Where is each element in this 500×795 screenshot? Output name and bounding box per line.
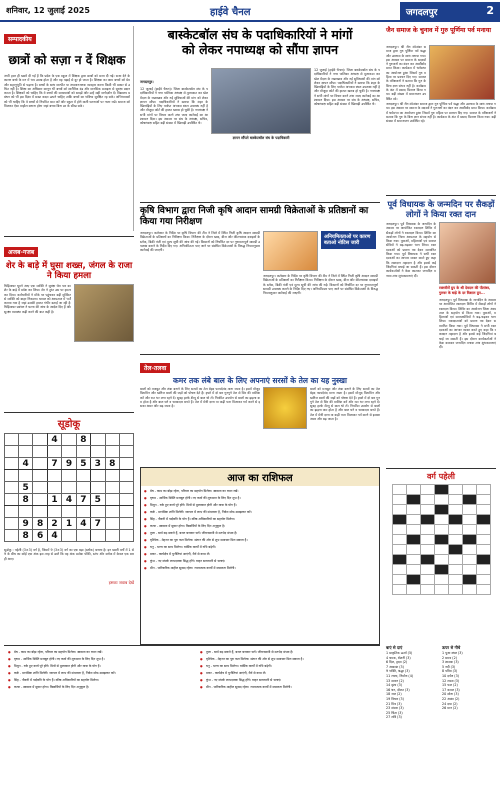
crossword-cell[interactable] xyxy=(392,555,406,565)
clue-item: 9 भक्ति, श्रद्धा (3) xyxy=(386,669,410,674)
sudoku-cell xyxy=(76,470,90,482)
clue-item: 19 विचार (3) xyxy=(386,696,404,701)
city-banner xyxy=(400,2,500,20)
crossword-cell[interactable] xyxy=(476,565,490,575)
sudoku-cell xyxy=(33,458,47,470)
sudoku-cell xyxy=(105,494,119,506)
clue-item: 1 प्राकृतिक ऊर्जा (5) xyxy=(386,651,413,655)
bottom-rashifal-continued xyxy=(4,645,380,793)
crossword-cell[interactable] xyxy=(476,505,490,515)
sudoku-row xyxy=(5,458,134,470)
main-body-col3: 12 जुलाई (हाईवे चैनल)। जिला बास्केटबॉल संघ के पदाधिकारियों ने नगर पालिका अध्यक्ष से मुलाकात कर खेल मैदान के रखरखाव और नई सुविधाओं की मांग को लेकर ज्ञापन सौंपा। पदाधिकारियों ने बताया कि शहर के खिलाड़ियों के लिए पर्याप्त अभ्यास स्थल उपलब्ध नहीं है और मौजूदा कोर्ट की हालत खराब हो चुकी है। नपाध्यक्ष ने सभी मांगों पर विचार करने तथा जल्द कार्रवाई का आश्वासन दिया। इस अवसर पर संघ के अध्यक्ष, सचिव, कोषाध्यक्ष सहित बड़ी संख्या में खिलाड़ी उपस्थित थे। xyxy=(314,68,380,107)
birthday-headline: पूर्व विधायक के जन्मदिन पर सैकड़ों लोगों ने किया रक्त दान xyxy=(387,199,495,219)
crossword-cell[interactable] xyxy=(392,495,406,505)
crossword-cell[interactable] xyxy=(476,555,490,565)
birthday-body: जगदलपुर। पूर्व विधायक के जन्मदिन के अवसर पर आयोजित रक्तदान शिविर में सैकड़ों लोगों ने रक्तदान किया। शिविर का आयोजन जिला अस्पताल के सहयोग से किया गया। युवाओं, महिलाओं एवं समाजसेवियों ने बढ़-चढ़कर भाग लिया। रक्तदाताओं को प्रमाण पत्र देकर सम्मानित किया गया। पूर्व विधायक ने सभी रक्तदाताओं का आभार व्यक्त करते हुए कहा कि रक्तदान महादान है और इससे कई जिंदगियां बचाई जा सकती हैं। इस दौरान कार्यकर्ताओं ने केक काटकर जन्मदिन मनाया तथा शुभकामनाएं दीं। xyxy=(386,222,436,278)
sudoku-cell xyxy=(62,482,76,494)
officer-photo xyxy=(263,231,318,271)
crossword-cell[interactable] xyxy=(406,495,420,505)
crossword-cell[interactable] xyxy=(406,545,420,555)
main-headline-line1: बास्केटबॉल संघ के पदाधिकारियों ने मांगों xyxy=(167,27,353,42)
crossword-cell[interactable] xyxy=(420,585,434,595)
sudoku-cell: 8 xyxy=(76,434,90,446)
crossword-row xyxy=(392,505,490,515)
crossword-cell[interactable] xyxy=(392,565,406,575)
rashifal-item: ● कन्या - स्वास्थ्य में सुधार होगा। विद्यार्थियों के लिए दिन अनुकूल है। xyxy=(144,524,376,528)
sudoku-row xyxy=(5,518,134,530)
sudoku-cell xyxy=(33,470,47,482)
crossword-cell[interactable] xyxy=(448,575,462,585)
sudoku-cell: 5 xyxy=(91,494,105,506)
crossword-cell[interactable] xyxy=(448,565,462,575)
sudoku-cell xyxy=(119,458,133,470)
krishi-section xyxy=(140,202,380,352)
crossword-cell[interactable] xyxy=(462,495,476,505)
jain-section xyxy=(386,45,496,190)
sudoku-grid xyxy=(4,433,134,542)
crossword-clues xyxy=(386,645,496,793)
sudoku-cell xyxy=(91,506,105,518)
sudoku-cell xyxy=(62,446,76,458)
sudoku-cell: 7 xyxy=(91,518,105,530)
clue-item: 21 मित्र (3) xyxy=(386,701,402,706)
editorial-band: सम्पादकीय xyxy=(4,34,36,44)
sudoku-cell: 8 xyxy=(105,458,119,470)
sudoku-cell: 3 xyxy=(91,458,105,470)
sudoku-cell xyxy=(5,458,19,470)
rashifal-item: ● कुंभ - नए संपर्क लाभदायक सिद्ध होंगे। वाहन सावधानी से चलाएं। xyxy=(144,559,376,563)
crossword-cell[interactable] xyxy=(406,485,420,495)
crossword-title: वर्ग पहेली xyxy=(426,472,456,481)
city-name: जगदलपुर xyxy=(406,8,438,18)
sudoku-cell xyxy=(105,446,119,458)
crossword-cell[interactable] xyxy=(462,585,476,595)
crossword-cell[interactable] xyxy=(392,515,406,525)
clue-item: 27 रात्रि (3) xyxy=(386,715,402,720)
clue-item: 24 दया (2) xyxy=(442,701,458,706)
crossword-row xyxy=(392,485,490,495)
crossword-cell[interactable] xyxy=(420,485,434,495)
sudoku-cell xyxy=(5,518,19,530)
sudoku-cell xyxy=(76,482,90,494)
clue-item: 23 संसार (3) xyxy=(386,706,404,711)
crossword-cell[interactable] xyxy=(476,585,490,595)
main-dateline: जगदलपुर। xyxy=(140,80,154,84)
clue-item: 3 शासक (3) xyxy=(442,660,459,665)
memorandum-photo xyxy=(211,68,311,134)
clue-item: 18 जल (2) xyxy=(386,692,402,697)
rashifal-item: ● मेष - काम का बोझ रहेगा, परिवार का सहयोग मिलेगा। स्वास्थ्य का ध्यान रखें। xyxy=(144,489,376,493)
crossword-cell[interactable] xyxy=(448,555,462,565)
rashifal-item-extended: ● मिथुन - रुके हुए कार्य पूरे होंगे। मित्रों से मुलाकात होगी और यात्रा के योग हैं। xyxy=(8,664,184,668)
clue-item: 11 रचना, निर्माण (4) xyxy=(386,673,414,678)
main-story-body xyxy=(140,68,380,198)
crossword-cell[interactable] xyxy=(406,585,420,595)
crossword-cell[interactable] xyxy=(406,505,420,515)
rashifal-item: ● मकर - कार्यक्षेत्र में चुनौतियां आएंगी, धैर्य से काम लें। xyxy=(144,552,376,556)
crossword-cell[interactable] xyxy=(476,535,490,545)
sudoku-title: सूडोकू xyxy=(57,419,81,430)
across-clue-list xyxy=(386,651,440,720)
crossword-cell[interactable] xyxy=(476,525,490,535)
crossword-row xyxy=(392,575,490,585)
clue-item: 22 आशा (2) xyxy=(442,696,460,701)
crossword-cell[interactable] xyxy=(406,515,420,525)
rashifal-item: ● सिंह - नौकरी में पदोन्नति के योग हैं। वरिष्ठ अधिकारियों का सहयोग मिलेगा। xyxy=(144,517,376,521)
sudoku-cell xyxy=(33,446,47,458)
sudoku-footer: इसका जवाब देखें xyxy=(108,580,134,585)
sudoku-cell xyxy=(119,470,133,482)
rashifal-item-extended: ● सिंह - नौकरी में पदोन्नति के योग हैं। वरिष्ठ अधिकारियों का सहयोग मिलेगा। xyxy=(8,678,184,682)
clue-item: 15 फल (2) xyxy=(442,683,458,688)
crossword-cell[interactable] xyxy=(420,575,434,585)
sudoku-cell: 1 xyxy=(62,518,76,530)
wildlife-body: चिड़ियाघर घूमने आए एक व्यक्ति ने सुरक्षा घेरा पार कर शेर के बाड़े में प्रवेश कर लिया। शेर ने तुरंत उस पर हमला कर दिया। कर्मचारियों ने मौके पर पहुंचकर बड़ी मुश्किल से व्यक्ति को बाहर निकाला। घायल को अस्पताल में भर्ती कराया गया है जहां उसकी हालत गंभीर बताई जा रही है। चिड़ियाघर प्रबंधन ने घटना की जांच के आदेश दिए हैं और सुरक्षा व्यवस्था कड़ी करने की बात कही है। xyxy=(4,284,72,314)
sudoku-row xyxy=(5,530,134,542)
clue-item: 26 मान (2) xyxy=(442,706,458,711)
crossword-cell[interactable] xyxy=(434,545,448,555)
jain-headline: जैन समाज के चुनाव में गुरु पूर्णिमा पर्व मनाया xyxy=(386,27,491,34)
sudoku-section xyxy=(4,412,134,642)
clue-item: 5 नदी (3) xyxy=(442,664,456,669)
rashifal-item: ● कर्क - मानसिक शांति मिलेगी। व्यापार में लाभ की संभावना है, निवेश सोच-समझकर करें। xyxy=(144,510,376,514)
down-clue-list xyxy=(442,651,496,711)
krishi-body-2: जगदलपुर। कलेक्टर के निर्देश पर कृषि विभाग की टीम ने जिले में स्थित निजी कृषि आदान सामग्री विक्रेताओं के प्रतिष्ठानों का निरीक्षण किया। निरीक्षण के दौरान खाद, बीज और कीटनाशक दवाइयों के स्टॉक, बिक्री पंजी एवं मूल्य सूची की जांच की गई। किसानों को निर्धारित दर पर गुणवत्तापूर्ण सामग्री उपलब्ध कराने के निर्देश दिए गए। अनियमितता पाए जाने पर संबंधित विक्रेताओं के विरुद्ध नियमानुसार कार्रवाई की जाएगी। xyxy=(263,274,378,296)
sudoku-cell xyxy=(119,530,133,542)
sudoku-cell xyxy=(119,446,133,458)
sudoku-cell xyxy=(105,530,119,542)
crossword-cell[interactable] xyxy=(462,555,476,565)
lion-photo xyxy=(74,284,134,342)
crossword-cell[interactable] xyxy=(392,545,406,555)
crossword-cell[interactable] xyxy=(462,515,476,525)
rashifal-item: ● वृषभ - आर्थिक स्थिति मजबूत होगी। नए कार्य की शुरुआत के लिए दिन शुभ है। xyxy=(144,496,376,500)
crossword-cell[interactable] xyxy=(462,575,476,585)
wildlife-section xyxy=(4,236,134,408)
crossword-cell[interactable] xyxy=(392,585,406,595)
jain-body-top: जगदलपुर। श्री जैन श्वेतांबर समाज द्वारा गुरु पूर्णिमा पर्व श्रद्धा और उल्लास के साथ मनाया गया। इस अवसर पर समाज के सदस्यों ने गुरुजनों का वंदन कर आशीर्वाद प्राप्त किया। कार्यक्रम में धर्मसभा का आयोजन हुआ जिसमें गुरु महिमा पर प्रवचन दिए गए। समाज के वरिष्ठजनों ने बताया कि गुरु के बिना ज्ञान संभव नहीं है। कार्यक्रम के अंत में प्रसाद वितरण किया गया। बड़ी संख्या में समाजजन उपस्थित रहे। xyxy=(386,45,426,100)
crossword-cell[interactable] xyxy=(420,525,434,535)
sudoku-cell xyxy=(47,446,61,458)
rashifal-title: आज का राशिफल xyxy=(141,468,379,486)
crossword-cell[interactable] xyxy=(434,515,448,525)
crossword-cell[interactable] xyxy=(448,495,462,505)
crossword-cell[interactable] xyxy=(462,485,476,495)
crossword-cell[interactable] xyxy=(434,485,448,495)
sudoku-row xyxy=(5,446,134,458)
editorial-section xyxy=(4,26,134,231)
crossword-cell[interactable] xyxy=(406,535,420,545)
sudoku-cell: 4 xyxy=(47,434,61,446)
crossword-cell[interactable] xyxy=(448,515,462,525)
sudoku-cell xyxy=(62,470,76,482)
tel-headline: कमर तक लंबे बाल के लिए अपनाएं सरसों के तेल का यह नुस्खा xyxy=(173,376,347,385)
rashifal-item-extended: ● मेष - काम का बोझ रहेगा, परिवार का सहयोग मिलेगा। स्वास्थ्य का ध्यान रखें। xyxy=(8,650,184,654)
sudoku-row xyxy=(5,506,134,518)
crossword-cell[interactable] xyxy=(462,565,476,575)
wildlife-band: अजब-गजब xyxy=(4,247,38,257)
rashifal-item-extended: ● धनु - भाग्य का साथ मिलेगा। धार्मिक कार्यों में रुचि बढ़ेगी। xyxy=(200,664,376,668)
crossword-cell[interactable] xyxy=(420,555,434,565)
sudoku-cell xyxy=(76,506,90,518)
sudoku-cell xyxy=(5,470,19,482)
clue-item: 25 चिंता (3) xyxy=(386,710,403,715)
sudoku-cell xyxy=(91,530,105,542)
sudoku-cell: 2 xyxy=(47,518,61,530)
crossword-cell[interactable] xyxy=(448,525,462,535)
rashifal-list-extended xyxy=(4,646,380,696)
krishi-body: जगदलपुर। कलेक्टर के निर्देश पर कृषि विभाग की टीम ने जिले में स्थित निजी कृषि आदान सामग्री विक्रेताओं के प्रतिष्ठानों का निरीक्षण किया। निरीक्षण के दौरान खाद, बीज और कीटनाशक दवाइयों के स्टॉक, बिक्री पंजी एवं मूल्य सूची की जांच की गई। किसानों को निर्धारित दर पर गुणवत्तापूर्ण सामग्री उपलब्ध कराने के निर्देश दिए गए। अनियमितता पाए जाने पर संबंधित विक्रेताओं के विरुद्ध नियमानुसार कार्रवाई की जाएगी। xyxy=(140,231,260,253)
tel-body-2: बालों को मजबूत और लंबा बनाने के लिए सरसों का तेल बेहद फायदेमंद माना जाता है। इसमें मौजूद विटामिन और खनिज बालों की जड़ों को पोषण देते हैं। हफ्ते में दो बार गुनगुने तेल से सिर की मालिश करें और रात भर लगा रहने दें। सुबह हल्के शैम्पू से बाल धो लें। नियमित उपयोग से बालों का झड़ना कम होता है और बाल घने व चमकदार बनते हैं। तेल में मेथी दाना या कढ़ी पत्ता मिलाकर गर्म करने से इसका असर और बढ़ जाता है। xyxy=(310,387,380,422)
crossword-cell[interactable] xyxy=(392,485,406,495)
rashifal-item: ● वृश्चिक - मेहनत का पूरा फल मिलेगा। संतान की ओर से शुभ समाचार मिल सकता है। xyxy=(144,538,376,542)
sudoku-cell xyxy=(76,530,90,542)
tel-band: तेल-तलवा xyxy=(140,363,170,373)
crossword-row xyxy=(392,565,490,575)
crossword-cell[interactable] xyxy=(434,495,448,505)
sudoku-cell xyxy=(47,506,61,518)
sudoku-cell xyxy=(33,434,47,446)
sudoku-cell xyxy=(91,434,105,446)
main-photo-caption: ज्ञापन सौंपते बास्केटबॉल संघ के पदाधिकारी xyxy=(232,136,290,140)
sudoku-cell xyxy=(91,446,105,458)
sudoku-cell xyxy=(119,434,133,446)
rashifal-item-extended: ● मकर - कार्यक्षेत्र में चुनौतियां आएंगी, धैर्य से काम लें। xyxy=(200,671,376,675)
crossword-cell[interactable] xyxy=(406,555,420,565)
main-body-col1: 12 जुलाई (हाईवे चैनल)। जिला बास्केटबॉल संघ के पदाधिकारियों ने नगर पालिका अध्यक्ष से मुलाकात कर खेल मैदान के रखरखाव और नई सुविधाओं की मांग को लेकर ज्ञापन सौंपा। पदाधिकारियों ने बताया कि शहर के खिलाड़ियों के लिए पर्याप्त अभ्यास स्थल उपलब्ध नहीं है और मौजूदा कोर्ट की हालत खराब हो चुकी है। नपाध्यक्ष ने सभी मांगों पर विचार करने तथा जल्द कार्रवाई का आश्वासन दिया। इस अवसर पर संघ के अध्यक्ष, सचिव, कोषाध्यक्ष सहित बड़ी संख्या में खिलाड़ी उपस्थित थे। xyxy=(140,87,208,126)
crossword-cell[interactable] xyxy=(448,535,462,545)
sudoku-cell xyxy=(91,482,105,494)
crossword-cell[interactable] xyxy=(434,555,448,565)
main-headline-line2: को लेकर नपाध्यक्ष को सौंपा ज्ञापन xyxy=(181,42,339,57)
jain-event-photo xyxy=(429,45,495,100)
clue-item: 17 कमल (3) xyxy=(442,687,460,692)
crossword-cell[interactable] xyxy=(420,545,434,555)
crossword-cell[interactable] xyxy=(448,485,462,495)
sudoku-cell xyxy=(91,470,105,482)
crossword-cell[interactable] xyxy=(392,525,406,535)
crossword-cell[interactable] xyxy=(476,575,490,585)
sudoku-cell xyxy=(33,506,47,518)
sudoku-cell xyxy=(47,470,61,482)
crossword-row xyxy=(392,515,490,525)
sudoku-cell xyxy=(62,530,76,542)
crossword-row xyxy=(392,525,490,535)
sudoku-cell: 5 xyxy=(18,482,32,494)
sudoku-cell xyxy=(5,494,19,506)
issue-date: शनिवार, 12 जुलाई 2025 xyxy=(6,6,90,15)
rashifal-item-extended: ● कर्क - मानसिक शांति मिलेगी। व्यापार में लाभ की संभावना है, निवेश सोच-समझकर करें। xyxy=(8,671,184,675)
sudoku-cell xyxy=(5,446,19,458)
sudoku-cell: 4 xyxy=(62,494,76,506)
sudoku-row xyxy=(5,434,134,446)
crossword-cell[interactable] xyxy=(406,575,420,585)
rashifal-item-extended: ● वृषभ - आर्थिक स्थिति मजबूत होगी। नए कार्य की शुरुआत के लिए दिन शुभ है। xyxy=(8,657,184,661)
sudoku-cell xyxy=(105,518,119,530)
sudoku-cell xyxy=(105,470,119,482)
sudoku-row xyxy=(5,494,134,506)
sudoku-cell xyxy=(5,506,19,518)
birthday-photo-caption: रक्तवीरों ग्रुप के श्री देवदत्त की पीतांबर, गुरुवर के बाड़े के दर विशाल ग्रुप... xyxy=(439,286,491,295)
tel-body: बालों को मजबूत और लंबा बनाने के लिए सरसों का तेल बेहद फायदेमंद माना जाता है। इसमें मौजूद विटामिन और खनिज बालों की जड़ों को पोषण देते हैं। हफ्ते में दो बार गुनगुने तेल से सिर की मालिश करें और रात भर लगा रहने दें। सुबह हल्के शैम्पू से बाल धो लें। नियमित उपयोग से बालों का झड़ना कम होता है और बाल घने व चमकदार बनते हैं। तेल में मेथी दाना या कढ़ी पत्ता मिलाकर गर्म करने से इसका असर और बढ़ जाता है। xyxy=(140,387,260,409)
rashifal-list xyxy=(141,486,379,576)
sudoku-cell xyxy=(119,518,133,530)
sudoku-cell: 4 xyxy=(18,458,32,470)
sudoku-cell: 9 xyxy=(62,458,76,470)
clue-item: 2 समय (2) xyxy=(442,655,457,660)
oil-photo xyxy=(263,387,307,429)
crossword-row xyxy=(392,585,490,595)
clue-item: 14 दृश्य (3) xyxy=(386,683,403,688)
clue-item: 10 दर्पण (3) xyxy=(442,673,459,678)
crossword-cell[interactable] xyxy=(434,565,448,575)
crossword-cell[interactable] xyxy=(434,575,448,585)
crossword-cell[interactable] xyxy=(434,585,448,595)
sudoku-cell xyxy=(18,470,32,482)
sudoku-cell xyxy=(119,506,133,518)
crossword-cell[interactable] xyxy=(476,485,490,495)
crossword-cell[interactable] xyxy=(406,525,420,535)
page-number: 2 xyxy=(486,4,494,17)
editorial-headline: छात्रों को सज़ा न दें शिक्षक xyxy=(8,53,126,67)
sudoku-row xyxy=(5,482,134,494)
clue-item: 6 दिल, हृदय (2) xyxy=(386,660,408,665)
crossword-row xyxy=(392,495,490,505)
clue-item: 13 समान (2) xyxy=(386,678,404,683)
crossword-section xyxy=(386,468,496,644)
sudoku-cell: 8 xyxy=(18,494,32,506)
clue-item: 16 धन, दौलत (3) xyxy=(386,687,410,692)
sudoku-cell: 8 xyxy=(18,530,32,542)
sudoku-cell xyxy=(18,434,32,446)
crossword-cell[interactable] xyxy=(420,505,434,515)
birthday-section xyxy=(386,195,496,465)
sudoku-cell xyxy=(119,482,133,494)
crossword-cell[interactable] xyxy=(420,565,434,575)
crossword-cell[interactable] xyxy=(448,585,462,595)
blood-donation-photo xyxy=(439,222,496,284)
crossword-row xyxy=(392,535,490,545)
rashifal-item-extended: ● कुंभ - नए संपर्क लाभदायक सिद्ध होंगे। वाहन सावधानी से चलाएं। xyxy=(200,678,376,682)
page-header xyxy=(0,0,500,22)
sudoku-cell xyxy=(18,446,32,458)
sudoku-cell: 8 xyxy=(33,518,47,530)
crossword-cell[interactable] xyxy=(434,505,448,515)
crossword-cell[interactable] xyxy=(392,575,406,585)
rashifal-section xyxy=(140,467,380,645)
jain-body: जगदलपुर। श्री जैन श्वेतांबर समाज द्वारा गुरु पूर्णिमा पर्व श्रद्धा और उल्लास के साथ मनाया गया। इस अवसर पर समाज के सदस्यों ने गुरुजनों का वंदन कर आशीर्वाद प्राप्त किया। कार्यक्रम में धर्मसभा का आयोजन हुआ जिसमें गुरु महिमा पर प्रवचन दिए गए। समाज के वरिष्ठजनों ने बताया कि गुरु के बिना ज्ञान संभव नहीं है। कार्यक्रम के अंत में प्रसाद वितरण किया गया। बड़ी संख्या में समाजजन उपस्थित रहे। xyxy=(386,102,496,124)
crossword-cell[interactable] xyxy=(392,535,406,545)
krishi-side-box: अनियमितताओं पर कारण बताओ नोटिस जारी xyxy=(321,231,376,249)
rashifal-item: ● मिथुन - रुके हुए कार्य पूरे होंगे। मित्रों से मुलाकात होगी और यात्रा के योग हैं। xyxy=(144,503,376,507)
down-title: ऊपर से नीचे xyxy=(442,645,461,650)
crossword-row xyxy=(392,555,490,565)
sudoku-cell: 7 xyxy=(47,458,61,470)
sudoku-rules: सुडोकू : पहेली (3×3) वर्ग है, जिसमें 9 (3×3) वर्ग का एक बड़ा (ब्लॉक) बनाना है। इन खाली वर्गों में 1 से 9 के बीच का कोई एक अंक इस तरह से डालें कि वह अंक प्रत्येक पंक्ति, स्तंभ और ब्लॉक में केवल एक बार ही आए। xyxy=(4,548,134,561)
crossword-cell[interactable] xyxy=(462,505,476,515)
krishi-headline: कृषि विभाग द्वारा निजी कृषि आदान सामग्री विक्रेताओं के प्रतिष्ठानों का किया गया निरीक्षण xyxy=(140,206,369,227)
rashifal-item-extended: ● तुला - खर्च बढ़ सकते हैं, बजट बनाकर चलें। जीवनसाथी से मतभेद संभव है। xyxy=(200,650,376,654)
clue-item: 20 सोना (3) xyxy=(442,692,459,697)
crossword-cell[interactable] xyxy=(420,535,434,545)
sudoku-cell xyxy=(62,434,76,446)
sudoku-cell xyxy=(5,482,19,494)
sudoku-cell xyxy=(105,506,119,518)
crossword-cell[interactable] xyxy=(476,545,490,555)
sudoku-cell xyxy=(33,482,47,494)
rashifal-item-extended: ● कन्या - स्वास्थ्य में सुधार होगा। विद्यार्थियों के लिए दिन अनुकूल है। xyxy=(8,685,184,689)
crossword-cell[interactable] xyxy=(448,545,462,555)
clue-item: 8 पवित्र (3) xyxy=(442,669,458,674)
crossword-cell[interactable] xyxy=(392,505,406,515)
main-story-headline-block xyxy=(140,27,380,67)
crossword-cell[interactable] xyxy=(434,525,448,535)
tel-section xyxy=(140,354,380,464)
wildlife-headline: शेर के बाड़े में घुसा शख्स, जंगल के राजा ने किया हमला xyxy=(5,261,133,281)
crossword-cell[interactable] xyxy=(462,535,476,545)
editorial-body: अभी हाल ही खबरें दी गईं हैं कि प्रदेश के एक स्कूल में शिक्षक द्वारा छात्रों को सजा दी गई। सजा देने के कारण बच्चे के मन में भय उत्पन्न होता है और वह पढ़ाई से दूर हो जाता है। शिक्षक का काम बच्चों को प्रेम और सहानुभूति से पढ़ाना है। बच्चों के साथ मारपीट या अपमानजनक व्यवहार करना किसी भी प्रकार से उचित नहीं है। शिक्षा का अधिकार कानून भी बच्चों को शारीरिक दंड और मानसिक प्रताड़ना से सुरक्षा प्रदान करता है। शिक्षकों को चाहिए कि वे बच्चों की समस्याओं को समझें और उन्हें सही मार्गदर्शन दें। विद्यालय प्रबंधन को भी इस दिशा में सख्त कदम उठाने चाहिए ताकि बच्चों का भविष्य सुरक्षित रह सके। अभिभावकों को भी चाहिए कि वे बच्चों से नियमित बात करें और स्कूल में होने वाली घटनाओं पर नजर रखें। समाज को मिलकर ऐसा माहौल बनाना होगा जहां बच्चा बिना डर के सीख सके। xyxy=(4,74,130,109)
clue-item: 7 आकाश (3) xyxy=(386,664,404,669)
sudoku-cell: 4 xyxy=(47,530,61,542)
clue-item: 12 रास्ता (3) xyxy=(442,678,460,683)
sudoku-cell xyxy=(119,494,133,506)
crossword-cell[interactable] xyxy=(406,565,420,575)
across-title: बाएं से दाएं xyxy=(386,645,403,650)
sudoku-cell: 9 xyxy=(18,518,32,530)
clue-item: 1 पूजा स्थल (3) xyxy=(442,651,463,655)
crossword-cell[interactable] xyxy=(462,545,476,555)
crossword-cell[interactable] xyxy=(448,505,462,515)
crossword-grid xyxy=(392,484,491,595)
sudoku-cell: 5 xyxy=(76,458,90,470)
sudoku-cell xyxy=(62,506,76,518)
crossword-cell[interactable] xyxy=(434,535,448,545)
crossword-cell[interactable] xyxy=(476,515,490,525)
sudoku-cell xyxy=(105,434,119,446)
sudoku-cell: 6 xyxy=(33,530,47,542)
masthead-brand: हाईवे चैनल xyxy=(210,7,251,18)
crossword-cell[interactable] xyxy=(476,495,490,505)
sudoku-cell xyxy=(47,482,61,494)
sudoku-cell xyxy=(33,494,47,506)
sudoku-cell xyxy=(5,530,19,542)
clue-item: 4 चमक, रोशनी (3) xyxy=(386,655,411,660)
sudoku-cell: 4 xyxy=(76,518,90,530)
crossword-cell[interactable] xyxy=(462,525,476,535)
rashifal-item: ● मीन - पारिवारिक माहौल सुखद रहेगा। रचनात्मक कार्यों में सफलता मिलेगी। xyxy=(144,566,376,570)
sudoku-row xyxy=(5,470,134,482)
sudoku-cell: 1 xyxy=(47,494,61,506)
sudoku-cell xyxy=(76,446,90,458)
crossword-cell[interactable] xyxy=(420,515,434,525)
sudoku-cell xyxy=(18,506,32,518)
birthday-body-2: जगदलपुर। पूर्व विधायक के जन्मदिन के अवसर पर आयोजित रक्तदान शिविर में सैकड़ों लोगों ने रक्तदान किया। शिविर का आयोजन जिला अस्पताल के सहयोग से किया गया। युवाओं, महिलाओं एवं समाजसेवियों ने बढ़-चढ़कर भाग लिया। रक्तदाताओं को प्रमाण पत्र देकर सम्मानित किया गया। पूर्व विधायक ने सभी रक्तदाताओं का आभार व्यक्त करते हुए कहा कि रक्तदान महादान है और इससे कई जिंदगियां बचाई जा सकती हैं। इस दौरान कार्यकर्ताओं ने केक काटकर जन्मदिन मनाया तथा शुभकामनाएं दीं। xyxy=(439,298,496,350)
sudoku-cell: 7 xyxy=(76,494,90,506)
crossword-row xyxy=(392,545,490,555)
rashifal-item: ● तुला - खर्च बढ़ सकते हैं, बजट बनाकर चलें। जीवनसाथी से मतभेद संभव है। xyxy=(144,531,376,535)
rashifal-item-extended: ● वृश्चिक - मेहनत का पूरा फल मिलेगा। संतान की ओर से शुभ समाचार मिल सकता है। xyxy=(200,657,376,661)
crossword-cell[interactable] xyxy=(420,495,434,505)
rashifal-item-extended: ● मीन - पारिवारिक माहौल सुखद रहेगा। रचनात्मक कार्यों में सफलता मिलेगी। xyxy=(200,685,376,689)
sudoku-cell xyxy=(105,482,119,494)
sudoku-cell xyxy=(5,434,19,446)
rashifal-item: ● धनु - भाग्य का साथ मिलेगा। धार्मिक कार्यों में रुचि बढ़ेगी। xyxy=(144,545,376,549)
